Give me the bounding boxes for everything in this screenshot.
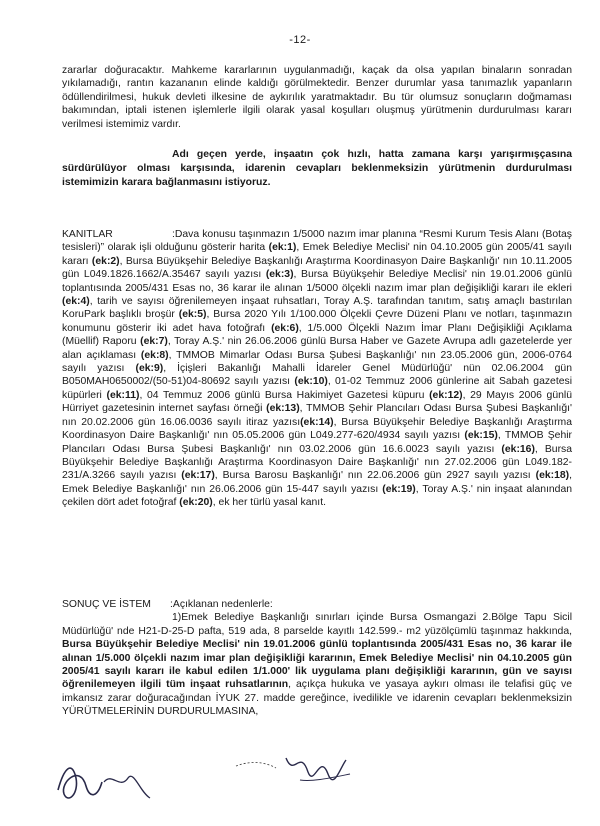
reference-emphasis: (ek:2) xyxy=(91,255,120,267)
reference-emphasis: (ek:5) xyxy=(178,309,207,321)
text-run: , Bursa Büyükşehir Belediye Başkanlığı Araştırma Koordinasyon Daire Başkanlığı' nın 27.02.2006 gün L049.182-231/A.3266 sayılı yazısı xyxy=(62,443,573,482)
evidence-label: KANITLAR xyxy=(62,229,113,240)
text-run: , Bursa Büyükşehir Belediye Başkanlığı Araştırma Koordinasyon Daire Başkanlığı' nın 10.11.2005 gün L049.1826.1662/A.35467 sayılı yazısı xyxy=(62,255,572,281)
text-run: , İçişleri Bakanlığı Mahalli İdareler Genel Müdürlüğü' nün 02.06.2004 gün B050MAH0650002/(50-51)04-80692 sayılı yazısı xyxy=(62,363,572,388)
reference-emphasis: (ek:3) xyxy=(265,269,294,281)
reference-emphasis: (ek:16) xyxy=(501,443,535,455)
reference-emphasis: (ek:20) xyxy=(179,497,213,509)
reference-emphasis: (ek:1) xyxy=(268,242,297,254)
evidence-section xyxy=(62,228,572,510)
text-run: :Dava konusu taşınmazın 1/5000 nazım imar planına “Resmi Kurum Tesis Alanı (Botaş tesisleri)” olarak işli olduğunu gösterir harita xyxy=(62,229,572,254)
reference-emphasis: (ek:15) xyxy=(464,430,498,442)
handwritten-signatures xyxy=(50,738,390,818)
reference-emphasis: (ek:17) xyxy=(181,470,215,482)
result-label: SONUÇ VE İSTEM xyxy=(62,599,151,610)
text-run: , tarih ve sayısı öğrenilemeyen inşaat ruhsatları, Toray A.Ş. tarafından tanıtım, satış amaçlı bastırılan KoruPark başlıklı broşür xyxy=(62,296,572,321)
evidence-text xyxy=(62,229,572,508)
text-run: , TMMOB Şehir Plancıları Odası Bursa Şubesi Başkanlığı' nın 20.02.2006 gün 16.06.0036 sayılı itiraz yazısı xyxy=(62,403,572,428)
result-text xyxy=(62,611,572,718)
text-run: , ek her türlü yasal kanıt. xyxy=(212,497,326,509)
result-lead: :Açıklanan nedenlerle: xyxy=(170,599,273,610)
reference-emphasis: (ek:13) xyxy=(266,403,300,415)
reference-emphasis: (ek:19) xyxy=(382,483,416,495)
reference-emphasis: (ek:12) xyxy=(429,389,463,401)
result-header xyxy=(62,598,572,611)
text-run: , Bursa Büyükşehir Belediye Meclisi' nin 19.01.2006 günlü toplantısında 2005/431 Esas no, 36 karar ile alınan 1/5000 ölçekli nazım imar plan değişikliği kararı ile ekleri xyxy=(62,269,572,294)
request-paragraph: Adı geçen yerde, inşaatın çok hızlı, hatta zamana karşı yarışırmışçasına sürdürülüyor olması karşısında, idarenin cevapları beklenmeksizin yürütmenin durdurulması istemimizin karara bağlanmasını istiyoruz. xyxy=(62,149,572,189)
reference-emphasis: (ek:9) xyxy=(135,363,164,375)
intro-paragraph: zararlar doğuracaktır. Mahkeme kararlarının uygulanmadığı, kaçak da olsa yapılan binaların sonradan yıkılamadığı, rantın kazananın elinde kaldığı görülmektedir. Benzer durumlar yasa tanımazlık yapanların ödüllendirilmesi, hukuk devleti ilkesine de aykırılık yaratmaktadır. Bu tür olumsuz sonuçların doğmaması bakımından, iptali istenen işlemlerle ilgili olarak yasal koşulları oluşmuş yürütmenin durdurulması kararı verilmesi istemimiz vardır. xyxy=(62,65,572,130)
text-run: , Emek Belediye Başkanlığı' nın 26.06.2006 gün 15-447 sayılı yazısı xyxy=(62,470,572,495)
reference-emphasis: (ek:18) xyxy=(535,470,570,482)
text-run: , 1/5.000 Ölçekli Nazım İmar Planı Değişikliği Açıklama (Müellif) Raporu xyxy=(62,322,572,348)
page-number: -12- xyxy=(289,34,311,46)
reference-emphasis: (ek:7) xyxy=(140,336,168,348)
text-run: , Bursa 2020 Yılı 1/100.000 Ölçekli Çevre Düzeni Planı ve notları, taşınmazın konumunu gösterir iki adet hava fotoğrafı xyxy=(62,309,572,334)
reference-emphasis: (ek:10) xyxy=(294,376,328,388)
reference-emphasis: (ek:8) xyxy=(140,349,169,361)
reference-emphasis: (ek:11) xyxy=(106,389,140,401)
text-run: , 04 Temmuz 2006 günlü Bursa Hakimiyet Gazetesi küpuru xyxy=(139,389,430,401)
text-run: , Toray A.Ş.' nin inşaat alanından çekilen dört adet fotoğraf xyxy=(62,483,573,509)
reference-emphasis: (ek:6) xyxy=(271,322,299,334)
text-run: , 01-02 Temmuz 2006 günlerine ait Sabah gazetesi küpürleri xyxy=(62,376,572,401)
text-run: , Emek Belediye Meclisi' nin 04.10.2005 gün 2005/41 sayılı kararı xyxy=(62,242,572,267)
text-run: , açıkça hukuka ve yasaya aykırı olması ile telafisi güç ve imkansız zarar doğuracağından İYUK 27. madde gereğince, ivedilikle ve idarenin cevapları beklenmeksizin YÜRÜTMELERİNİN DURDURULMASINA, xyxy=(62,679,572,718)
text-run: 1)Emek Belediye Başkanlığı sınırları içinde Bursa Osmangazi 2.Bölge Tapu Sicil Müdürlüğü' nde H21-D-25-D pafta, 519 ada, 8 parselde kayıtlı 142.599.- m2 yüzölçümlü taşınmaz hakkında, xyxy=(62,612,572,637)
reference-emphasis: (ek:4) xyxy=(62,296,90,308)
text-run: , TMMOB Şehir Plancıları Odası Bursa Şubesi Başkanlığı' nın 03.02.2006 gün 16.6.0023 sayılı yazısı xyxy=(62,430,573,455)
reference-emphasis: (ek:14) xyxy=(300,416,334,428)
text-run: , Toray A.Ş.' nin 26.06.2006 günlü Bursa Haber ve Gazete Avrupa adlı gazetelerde yer alan açıklaması xyxy=(62,336,572,361)
text-run: , Bursa Büyükşehir Belediye Başkanlığı Araştırma Koordinasyon Daire Başkanlığı' nın 05.05.2006 gün L049.277-620/4934 sayılı yazısı xyxy=(62,416,572,442)
text-run: , TMMOB Mimarlar Odası Bursa Şubesi Başkanlığı' nın 23.05.2006 gün, 2006-0764 sayılı yazısı xyxy=(62,349,572,375)
result-section xyxy=(62,598,572,719)
text-run: , Bursa Barosu Başkanlığı' nın 22.06.2006 gün 2927 sayılı yazısı xyxy=(214,470,536,482)
text-run: , 29 Mayıs 2006 günlü Hürriyet gazetesinin internet sayfası örneği xyxy=(62,389,572,415)
reference-emphasis: Bursa Büyükşehir Belediye Meclisi' nin 19.01.2006 günlü toplantısında 2005/431 Esas no, 36 karar ile alınan 1/5.000 ölçekli nazım imar plan değişikliği kararının, Emek Belediye Meclisi' nin 04.10.2005 gün 2005/41 sayılı kararı ile kabul edilen 1/1.000' lik uygulama planı değişikliği kararının, gün ve sayısı öğrenilemeyen ilgili tüm inşaat ruhsatlarının xyxy=(62,639,572,691)
